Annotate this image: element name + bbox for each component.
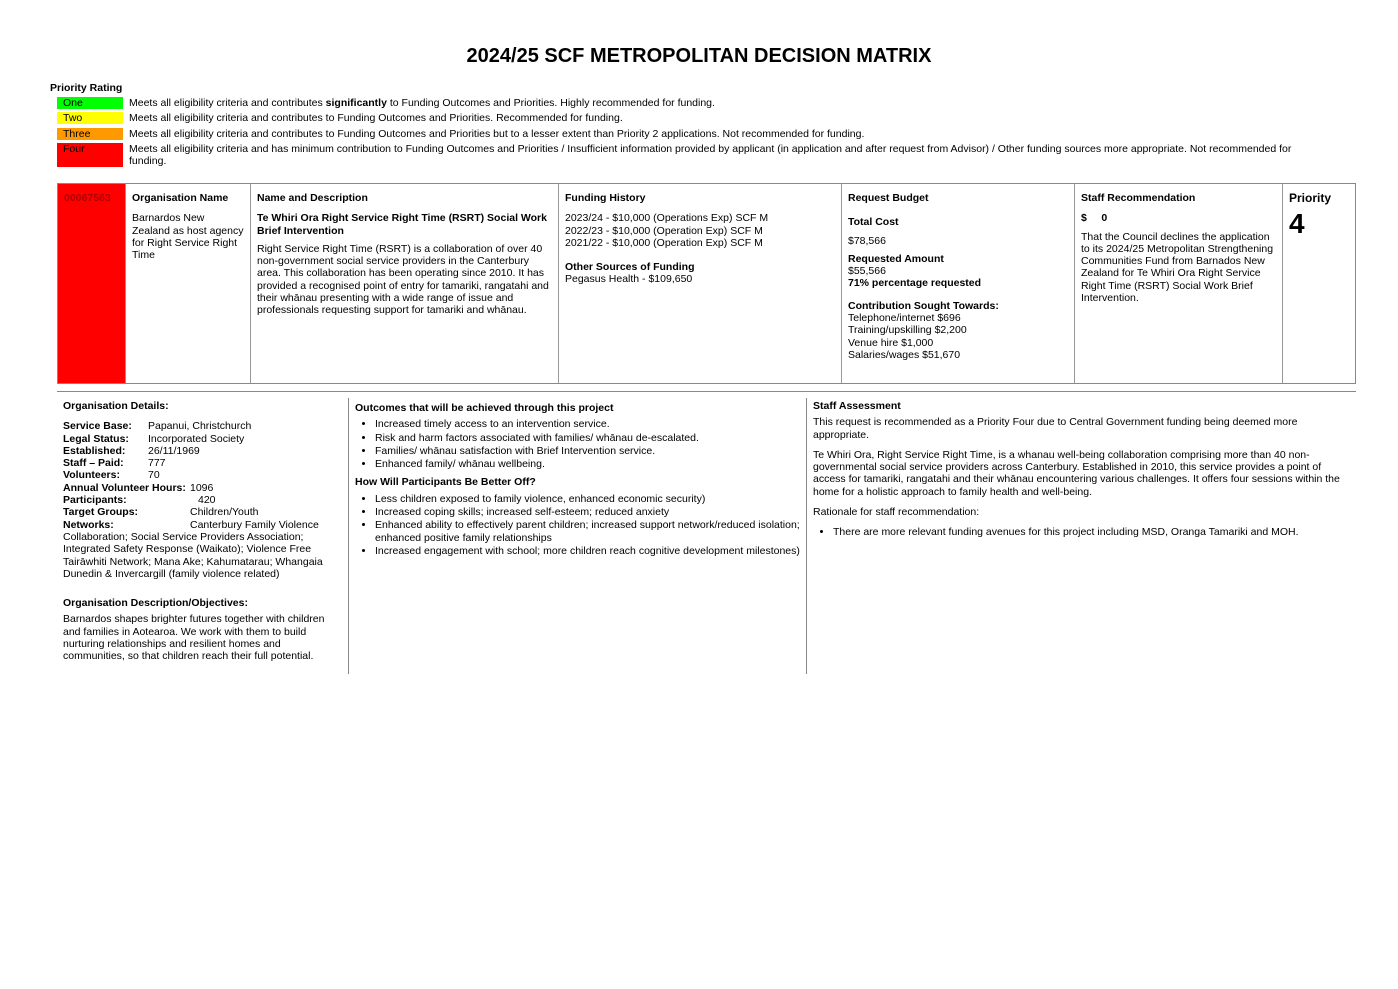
description-heading: Name and Description — [257, 192, 368, 204]
staff-assessment-heading: Staff Assessment — [813, 400, 901, 412]
priority-swatch-four: Four — [57, 143, 123, 167]
legend-row-one — [57, 97, 1317, 109]
contribution-item: Venue hire $1,000 — [848, 336, 934, 349]
description-column — [250, 184, 558, 383]
requested-percentage: 71% percentage requested — [848, 277, 982, 290]
staff-assessment-section — [806, 398, 1356, 674]
funding-history-item: 2023/24 - $10,000 (Operations Exp) SCF M — [565, 212, 769, 225]
legend-text-two: Meets all eligibility criteria and contributes to Funding Outcomes and Priorities. Recommended for funding. — [129, 112, 623, 125]
contribution-item: Training/upskilling $2,200 — [848, 324, 967, 337]
application-id: 00067563 — [58, 184, 125, 383]
legend-text-four: Meets all eligibility criteria and has minimum contribution to Funding Outcomes and Priorities / Insufficient information provided by applicant (in application and after request from Advisor) / Other funding sources more appropriate. Not recommended for funding. — [129, 142, 1292, 168]
organisation-column — [125, 184, 250, 383]
rationale-item: • There are more relevant funding avenues for this project including MSD, Oranga Tamariki and MOH. — [833, 526, 1350, 538]
organisation-name: Barnardos New Zealand as host agency for Right Service Right Time — [132, 212, 244, 262]
other-sources-heading: Other Sources of Funding — [565, 261, 695, 274]
outcome-item: • Families/ whānau satisfaction with Brief Intervention service. — [375, 445, 800, 457]
outcomes-list — [355, 418, 800, 470]
priority-column — [1282, 184, 1355, 383]
outcome-item: • Risk and harm factors associated with families/ whānau de-escalated. — [375, 432, 800, 444]
requested-amount: $55,566 — [848, 265, 886, 278]
contribution-item: Telephone/internet $696 — [848, 312, 961, 325]
organisation-details — [57, 398, 348, 674]
contribution-item: Salaries/wages $51,670 — [848, 348, 961, 361]
other-sources: Pegasus Health - $109,650 — [565, 273, 693, 286]
section-divider — [57, 391, 1356, 392]
legend-text-three: Meets all eligibility criteria and contributes to Funding Outcomes and Priorities but to a lesser extent than Priority 2 applications. Not recommended for funding. — [129, 127, 865, 140]
rationale-list — [813, 526, 1350, 538]
request-budget-column — [841, 184, 1074, 383]
organisation-name-heading: Organisation Name — [132, 192, 229, 204]
detail-participants: Participants: 420 — [63, 494, 216, 507]
request-budget-heading: Request Budget — [848, 192, 929, 204]
page-title: 2024/25 SCF METROPOLITAN DECISION MATRIX — [466, 45, 932, 67]
outcome-item: • Increased timely access to an intervention service. — [375, 418, 800, 430]
organisation-description: Barnardos shapes brighter futures together with children and families in Aotearoa. We work with them to build nurturing relationships and resilient homes and communities, so that children reach their full potential. — [63, 613, 325, 663]
outcome-item: • Enhanced family/ whānau wellbeing. — [375, 458, 800, 470]
detail-service-base: Service Base: Papanui, Christchurch — [63, 420, 252, 433]
requested-amount-label: Requested Amount — [848, 252, 944, 265]
priority-label: Priority — [1289, 191, 1332, 205]
priority-swatch-one: One — [57, 97, 123, 109]
legend-row-two — [57, 112, 1317, 124]
funding-column — [558, 184, 841, 383]
priority-swatch-two: Two — [57, 112, 123, 124]
detail-networks: Networks: Canterbury Family Violence — [63, 518, 319, 531]
assessment-paragraph: This request is recommended as a Priority Four due to Central Government funding being deemed more appropriate. — [813, 416, 1298, 441]
detail-networks-continued: Collaboration; Social Service Providers Association; Integrated Safety Response (Waikato); Violence Free Tairāwhiti Network; Mana Ake; Kahumatarau; Whangaia Dunedin & Invercargill (family violence related) — [63, 530, 323, 580]
better-off-heading: How Will Participants Be Better Off? — [355, 476, 536, 489]
staff-recommendation-text: That the Council declines the application to its 2024/25 Metropolitan Strengthening Communities Fund from Barnados New Zealand for Te Whiri Ora Right Service Right Time (RSRT) Social Work Brief Intervention. — [1081, 230, 1274, 305]
better-off-list — [355, 493, 800, 557]
staff-recommendation-heading: Staff Recommendation — [1081, 192, 1196, 204]
staff-recommendation-column — [1074, 184, 1282, 383]
recommended-amount: $ 0 — [1081, 212, 1108, 225]
outcomes-section — [348, 398, 806, 674]
better-off-item: • Increased engagement with school; more children reach cognitive development milestones) — [375, 545, 800, 557]
detail-established: Established: 26/11/1969 — [63, 444, 200, 457]
priority-legend — [57, 97, 1317, 170]
priority-swatch-three: Three — [57, 128, 123, 140]
rationale-label: Rationale for staff recommendation: — [813, 506, 980, 519]
priority-rating-heading: Priority Rating — [50, 82, 123, 94]
better-off-item: • Increased coping skills; increased self-esteem; reduced anxiety — [375, 506, 800, 518]
legend-row-four — [57, 143, 1317, 168]
funding-history-item: 2022/23 - $10,000 (Operation Exp) SCF M — [565, 224, 763, 237]
total-cost: $78,566 — [848, 234, 886, 247]
project-name: Te Whiri Ora Right Service Right Time (RSRT) Social Work Brief Intervention — [257, 212, 547, 237]
detail-staff-paid: Staff – Paid: 777 — [63, 457, 166, 470]
detail-target-groups: Target Groups: Children/Youth — [63, 506, 259, 519]
details-section — [57, 398, 1356, 674]
project-description: Right Service Right Time (RSRT) is a collaboration of over 40 non-government social service providers in the Canterbury area. This collaboration has been operating since 2010. It has provided a recognised point of entry for tamariki, rangatahi and their whānau presenting with a wide range of issue and professionals requesting support for tamariki and whānau. — [257, 242, 549, 317]
detail-volunteers: Volunteers: 70 — [63, 469, 160, 482]
organisation-description-heading: Organisation Description/Objectives: — [63, 597, 248, 610]
better-off-item: • Less children exposed to family violence, enhanced economic security) — [375, 493, 800, 505]
detail-volunteer-hours: Annual Volunteer Hours: 1096 — [63, 481, 214, 494]
legend-row-three — [57, 128, 1317, 140]
legend-text-one: Meets all eligibility criteria and contributes significantly to Funding Outcomes and Priorities. Highly recommended for funding. — [129, 97, 715, 109]
funding-history-item: 2021/22 - $10,000 (Operation Exp) SCF M — [565, 236, 763, 249]
priority-value: 4 — [1289, 208, 1305, 240]
detail-legal-status: Legal Status: Incorporated Society — [63, 432, 245, 445]
better-off-item: • Enhanced ability to effectively parent children; increased support network/reduced isolation; enhanced positive family relationships — [375, 519, 800, 544]
contribution-label: Contribution Sought Towards: — [848, 299, 999, 312]
assessment-paragraph: Te Whiri Ora, Right Service Right Time, is a whanau well-being collaboration comprising more than 40 non-governmental social service providers across Canterbury. Established in 2010, this service provides a point of access for tamariki, rangatahi and their whānau encountering various challenges. It offers four sessions within the home for a holistic approach to family health and well-being. — [813, 448, 1340, 498]
total-cost-label: Total Cost — [848, 216, 899, 229]
organisation-details-heading: Organisation Details: — [63, 400, 169, 412]
outcomes-heading: Outcomes that will be achieved through this project — [355, 402, 614, 414]
funding-history-heading: Funding History — [565, 192, 646, 204]
decision-matrix — [57, 183, 1356, 384]
